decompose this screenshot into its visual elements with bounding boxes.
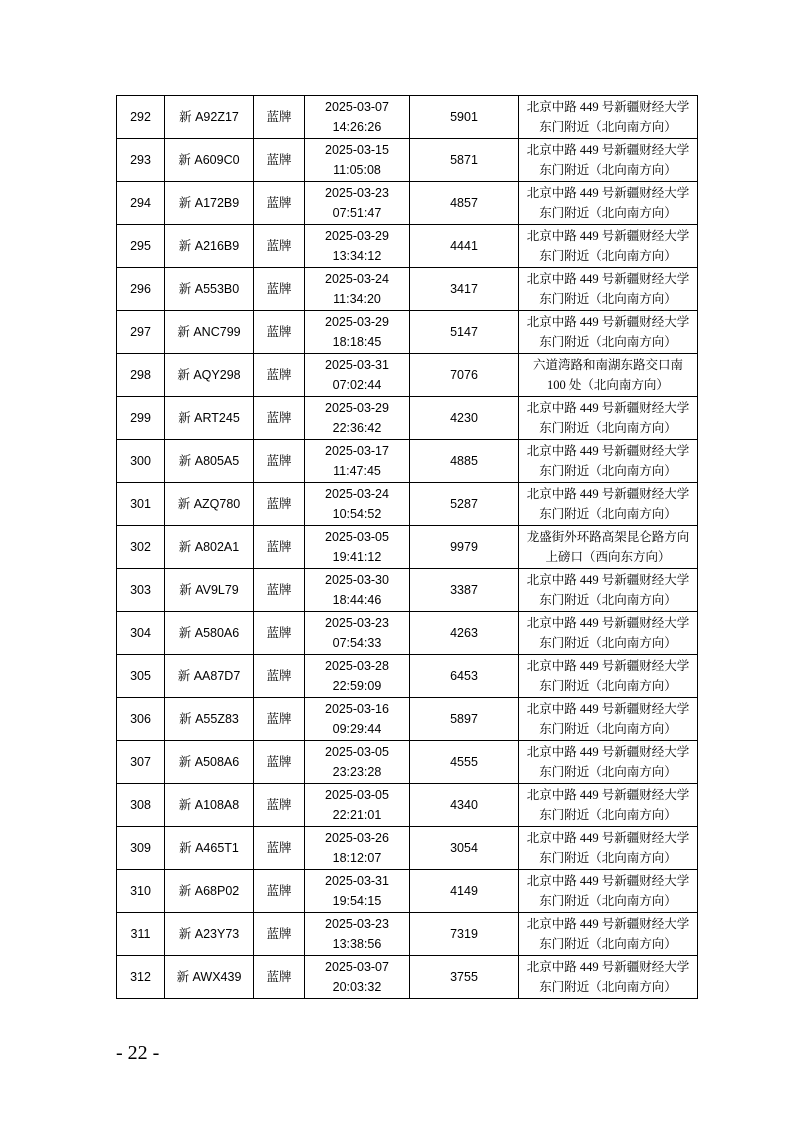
amount-cell: 7076: [410, 354, 519, 397]
timestamp-cell: [305, 268, 410, 311]
plate-number-cell: 新 A92Z17: [165, 96, 254, 139]
location-line-2: 东门附近（北向南方向）: [539, 120, 677, 134]
timestamp-date: 2025-03-23: [325, 186, 389, 200]
location-line-2: 东门附近（北向南方向）: [539, 206, 677, 220]
timestamp-time: 23:23:28: [332, 765, 382, 779]
timestamp-time: 14:26:26: [332, 120, 382, 134]
plate-number-cell: 新 A55Z83: [165, 698, 254, 741]
timestamp-cell: [305, 440, 410, 483]
location-line-2: 东门附近（北向南方向）: [539, 292, 677, 306]
amount-cell: 4885: [410, 440, 519, 483]
timestamp-cell: [305, 913, 410, 956]
location-cell: [519, 612, 698, 655]
timestamp-time: 11:05:08: [333, 163, 381, 177]
location-cell: [519, 956, 698, 999]
timestamp-cell: [305, 741, 410, 784]
location-cell: [519, 784, 698, 827]
location-line-1: 北京中路 449 号新疆财经大学: [526, 573, 690, 587]
timestamp-cell: [305, 698, 410, 741]
plate-type-cell: 蓝牌: [254, 182, 305, 225]
timestamp-cell: [305, 139, 410, 182]
amount-cell: 3755: [410, 956, 519, 999]
timestamp-cell: [305, 526, 410, 569]
timestamp-time: 18:44:46: [332, 593, 382, 607]
row-number-cell: 307: [117, 741, 165, 784]
location-line-2: 东门附近（北向南方向）: [539, 464, 677, 478]
plate-type-cell: 蓝牌: [254, 139, 305, 182]
row-number-cell: 308: [117, 784, 165, 827]
timestamp-time: 18:12:07: [332, 851, 382, 865]
timestamp-date: 2025-03-05: [325, 788, 389, 802]
table-row: [117, 956, 698, 999]
amount-cell: 5901: [410, 96, 519, 139]
location-line-1: 北京中路 449 号新疆财经大学: [526, 100, 690, 114]
location-line-2: 东门附近（北向南方向）: [539, 593, 677, 607]
plate-type-cell: 蓝牌: [254, 913, 305, 956]
amount-cell: 5147: [410, 311, 519, 354]
timestamp-cell: [305, 569, 410, 612]
row-number-cell: 304: [117, 612, 165, 655]
location-line-2: 东门附近（北向南方向）: [539, 851, 677, 865]
timestamp-date: 2025-03-07: [325, 960, 389, 974]
plate-type-cell: 蓝牌: [254, 784, 305, 827]
timestamp-time: 13:38:56: [332, 937, 382, 951]
table-row: [117, 569, 698, 612]
location-line-1: 北京中路 449 号新疆财经大学: [526, 788, 690, 802]
amount-cell: 4441: [410, 225, 519, 268]
location-line-2: 东门附近（北向南方向）: [539, 249, 677, 263]
amount-cell: 6453: [410, 655, 519, 698]
location-line-1: 龙盛街外环路高架昆仑路方向: [526, 530, 690, 544]
plate-number-cell: 新 AA87D7: [165, 655, 254, 698]
location-line-1: 北京中路 449 号新疆财经大学: [526, 745, 690, 759]
plate-type-cell: 蓝牌: [254, 225, 305, 268]
plate-type-cell: 蓝牌: [254, 956, 305, 999]
timestamp-date: 2025-03-07: [325, 100, 389, 114]
timestamp-time: 19:54:15: [332, 894, 382, 908]
row-number-cell: 311: [117, 913, 165, 956]
location-cell: [519, 225, 698, 268]
timestamp-date: 2025-03-30: [325, 573, 389, 587]
table-row: [117, 784, 698, 827]
plate-type-cell: 蓝牌: [254, 440, 305, 483]
row-number-cell: 293: [117, 139, 165, 182]
timestamp-time: 09:29:44: [332, 722, 382, 736]
timestamp-date: 2025-03-26: [325, 831, 389, 845]
timestamp-cell: [305, 827, 410, 870]
location-line-2: 东门附近（北向南方向）: [539, 894, 677, 908]
location-line-2: 东门附近（北向南方向）: [539, 679, 677, 693]
row-number-cell: 309: [117, 827, 165, 870]
timestamp-cell: [305, 956, 410, 999]
plate-number-cell: 新 A508A6: [165, 741, 254, 784]
timestamp-date: 2025-03-29: [325, 401, 389, 415]
location-cell: [519, 655, 698, 698]
timestamp-time: 22:59:09: [332, 679, 382, 693]
plate-number-cell: 新 AQY298: [165, 354, 254, 397]
plate-type-cell: 蓝牌: [254, 698, 305, 741]
timestamp-time: 22:21:01: [332, 808, 382, 822]
row-number-cell: 305: [117, 655, 165, 698]
row-number-cell: 292: [117, 96, 165, 139]
plate-type-cell: 蓝牌: [254, 268, 305, 311]
location-cell: [519, 397, 698, 440]
row-number-cell: 312: [117, 956, 165, 999]
table-row: [117, 225, 698, 268]
amount-cell: 4230: [410, 397, 519, 440]
plate-number-cell: 新 A108A8: [165, 784, 254, 827]
timestamp-cell: [305, 182, 410, 225]
location-line-2: 东门附近（北向南方向）: [539, 163, 677, 177]
amount-cell: 4149: [410, 870, 519, 913]
amount-cell: 7319: [410, 913, 519, 956]
row-number-cell: 303: [117, 569, 165, 612]
location-cell: [519, 311, 698, 354]
location-line-2: 东门附近（北向南方向）: [539, 335, 677, 349]
location-line-1: 北京中路 449 号新疆财经大学: [526, 917, 690, 931]
plate-number-cell: 新 ANC799: [165, 311, 254, 354]
timestamp-cell: [305, 397, 410, 440]
location-cell: [519, 268, 698, 311]
location-line-1: 北京中路 449 号新疆财经大学: [526, 659, 690, 673]
records-table-body: [117, 96, 698, 999]
location-cell: [519, 827, 698, 870]
location-line-2: 上磅口（西向东方向）: [545, 550, 671, 564]
timestamp-cell: [305, 225, 410, 268]
amount-cell: 4340: [410, 784, 519, 827]
plate-type-cell: 蓝牌: [254, 827, 305, 870]
timestamp-date: 2025-03-15: [325, 143, 389, 157]
plate-number-cell: 新 AZQ780: [165, 483, 254, 526]
plate-type-cell: 蓝牌: [254, 655, 305, 698]
timestamp-cell: [305, 784, 410, 827]
row-number-cell: 297: [117, 311, 165, 354]
plate-number-cell: 新 AV9L79: [165, 569, 254, 612]
location-cell: [519, 182, 698, 225]
location-line-2: 东门附近（北向南方向）: [539, 980, 677, 994]
table-row: [117, 397, 698, 440]
plate-number-cell: 新 ART245: [165, 397, 254, 440]
plate-type-cell: 蓝牌: [254, 397, 305, 440]
timestamp-time: 18:18:45: [332, 335, 382, 349]
timestamp-cell: [305, 655, 410, 698]
plate-number-cell: 新 A216B9: [165, 225, 254, 268]
table-row: [117, 139, 698, 182]
location-cell: [519, 139, 698, 182]
table-row: [117, 311, 698, 354]
plate-type-cell: 蓝牌: [254, 569, 305, 612]
timestamp-date: 2025-03-24: [325, 487, 389, 501]
location-cell: [519, 354, 698, 397]
location-line-2: 东门附近（北向南方向）: [539, 937, 677, 951]
location-cell: [519, 870, 698, 913]
row-number-cell: 298: [117, 354, 165, 397]
timestamp-cell: [305, 96, 410, 139]
timestamp-date: 2025-03-05: [325, 530, 389, 544]
row-number-cell: 310: [117, 870, 165, 913]
table-row: [117, 612, 698, 655]
table-row: [117, 96, 698, 139]
timestamp-time: 11:47:45: [333, 464, 381, 478]
plate-number-cell: 新 A805A5: [165, 440, 254, 483]
records-table: [116, 95, 698, 999]
plate-type-cell: 蓝牌: [254, 612, 305, 655]
timestamp-time: 13:34:12: [332, 249, 382, 263]
timestamp-cell: [305, 311, 410, 354]
timestamp-date: 2025-03-16: [325, 702, 389, 716]
plate-type-cell: 蓝牌: [254, 354, 305, 397]
timestamp-date: 2025-03-29: [325, 315, 389, 329]
location-cell: [519, 698, 698, 741]
table-row: [117, 870, 698, 913]
timestamp-cell: [305, 612, 410, 655]
plate-number-cell: 新 A465T1: [165, 827, 254, 870]
table-row: [117, 182, 698, 225]
plate-type-cell: 蓝牌: [254, 96, 305, 139]
location-line-1: 北京中路 449 号新疆财经大学: [526, 616, 690, 630]
row-number-cell: 295: [117, 225, 165, 268]
location-line-1: 北京中路 449 号新疆财经大学: [526, 315, 690, 329]
timestamp-time: 07:51:47: [332, 206, 382, 220]
timestamp-date: 2025-03-24: [325, 272, 389, 286]
row-number-cell: 300: [117, 440, 165, 483]
location-cell: [519, 913, 698, 956]
location-cell: [519, 440, 698, 483]
timestamp-time: 07:54:33: [332, 636, 382, 650]
location-line-1: 北京中路 449 号新疆财经大学: [526, 186, 690, 200]
timestamp-date: 2025-03-23: [325, 616, 389, 630]
timestamp-time: 07:02:44: [332, 378, 382, 392]
row-number-cell: 306: [117, 698, 165, 741]
plate-type-cell: 蓝牌: [254, 741, 305, 784]
plate-type-cell: 蓝牌: [254, 870, 305, 913]
plate-number-cell: 新 A23Y73: [165, 913, 254, 956]
timestamp-cell: [305, 483, 410, 526]
table-row: [117, 440, 698, 483]
location-line-1: 北京中路 449 号新疆财经大学: [526, 401, 690, 415]
location-line-1: 北京中路 449 号新疆财经大学: [526, 272, 690, 286]
location-line-2: 东门附近（北向南方向）: [539, 808, 677, 822]
timestamp-time: 11:34:20: [333, 292, 381, 306]
page-number: - 22 -: [116, 1042, 160, 1064]
amount-cell: 5897: [410, 698, 519, 741]
timestamp-cell: [305, 354, 410, 397]
table-row: [117, 913, 698, 956]
table-row: [117, 526, 698, 569]
amount-cell: 3387: [410, 569, 519, 612]
location-line-2: 东门附近（北向南方向）: [539, 765, 677, 779]
amount-cell: 9979: [410, 526, 519, 569]
plate-number-cell: 新 AWX439: [165, 956, 254, 999]
table-row: [117, 655, 698, 698]
plate-number-cell: 新 A172B9: [165, 182, 254, 225]
timestamp-time: 20:03:32: [332, 980, 382, 994]
location-line-2: 100 处（北向南方向）: [547, 378, 669, 392]
timestamp-date: 2025-03-29: [325, 229, 389, 243]
location-line-1: 北京中路 449 号新疆财经大学: [526, 143, 690, 157]
timestamp-date: 2025-03-17: [325, 444, 389, 458]
location-line-2: 东门附近（北向南方向）: [539, 421, 677, 435]
location-line-1: 北京中路 449 号新疆财经大学: [526, 831, 690, 845]
row-number-cell: 299: [117, 397, 165, 440]
timestamp-time: 22:36:42: [332, 421, 382, 435]
timestamp-time: 19:41:12: [332, 550, 382, 564]
timestamp-date: 2025-03-28: [325, 659, 389, 673]
table-row: [117, 827, 698, 870]
location-cell: [519, 96, 698, 139]
row-number-cell: 296: [117, 268, 165, 311]
table-row: [117, 354, 698, 397]
location-line-1: 北京中路 449 号新疆财经大学: [526, 702, 690, 716]
table-row: [117, 698, 698, 741]
location-cell: [519, 569, 698, 612]
location-line-2: 东门附近（北向南方向）: [539, 507, 677, 521]
location-line-1: 北京中路 449 号新疆财经大学: [526, 444, 690, 458]
location-cell: [519, 741, 698, 784]
location-line-1: 北京中路 449 号新疆财经大学: [526, 229, 690, 243]
table-row: [117, 483, 698, 526]
location-line-1: 北京中路 449 号新疆财经大学: [526, 874, 690, 888]
timestamp-date: 2025-03-05: [325, 745, 389, 759]
timestamp-date: 2025-03-31: [325, 358, 389, 372]
row-number-cell: 301: [117, 483, 165, 526]
row-number-cell: 302: [117, 526, 165, 569]
plate-number-cell: 新 A553B0: [165, 268, 254, 311]
plate-number-cell: 新 A609C0: [165, 139, 254, 182]
table-row: [117, 268, 698, 311]
amount-cell: 4263: [410, 612, 519, 655]
amount-cell: 4555: [410, 741, 519, 784]
amount-cell: 5871: [410, 139, 519, 182]
timestamp-date: 2025-03-23: [325, 917, 389, 931]
timestamp-time: 10:54:52: [332, 507, 382, 521]
timestamp-cell: [305, 870, 410, 913]
row-number-cell: 294: [117, 182, 165, 225]
plate-type-cell: 蓝牌: [254, 526, 305, 569]
location-line-1: 北京中路 449 号新疆财经大学: [526, 960, 690, 974]
location-line-2: 东门附近（北向南方向）: [539, 722, 677, 736]
amount-cell: 4857: [410, 182, 519, 225]
amount-cell: 3054: [410, 827, 519, 870]
plate-type-cell: 蓝牌: [254, 311, 305, 354]
plate-number-cell: 新 A580A6: [165, 612, 254, 655]
location-line-2: 东门附近（北向南方向）: [539, 636, 677, 650]
plate-type-cell: 蓝牌: [254, 483, 305, 526]
plate-number-cell: 新 A802A1: [165, 526, 254, 569]
amount-cell: 5287: [410, 483, 519, 526]
location-cell: [519, 526, 698, 569]
plate-number-cell: 新 A68P02: [165, 870, 254, 913]
location-cell: [519, 483, 698, 526]
location-line-1: 北京中路 449 号新疆财经大学: [526, 487, 690, 501]
table-row: [117, 741, 698, 784]
location-line-1: 六道湾路和南湖东路交口南: [532, 358, 683, 372]
amount-cell: 3417: [410, 268, 519, 311]
timestamp-date: 2025-03-31: [325, 874, 389, 888]
